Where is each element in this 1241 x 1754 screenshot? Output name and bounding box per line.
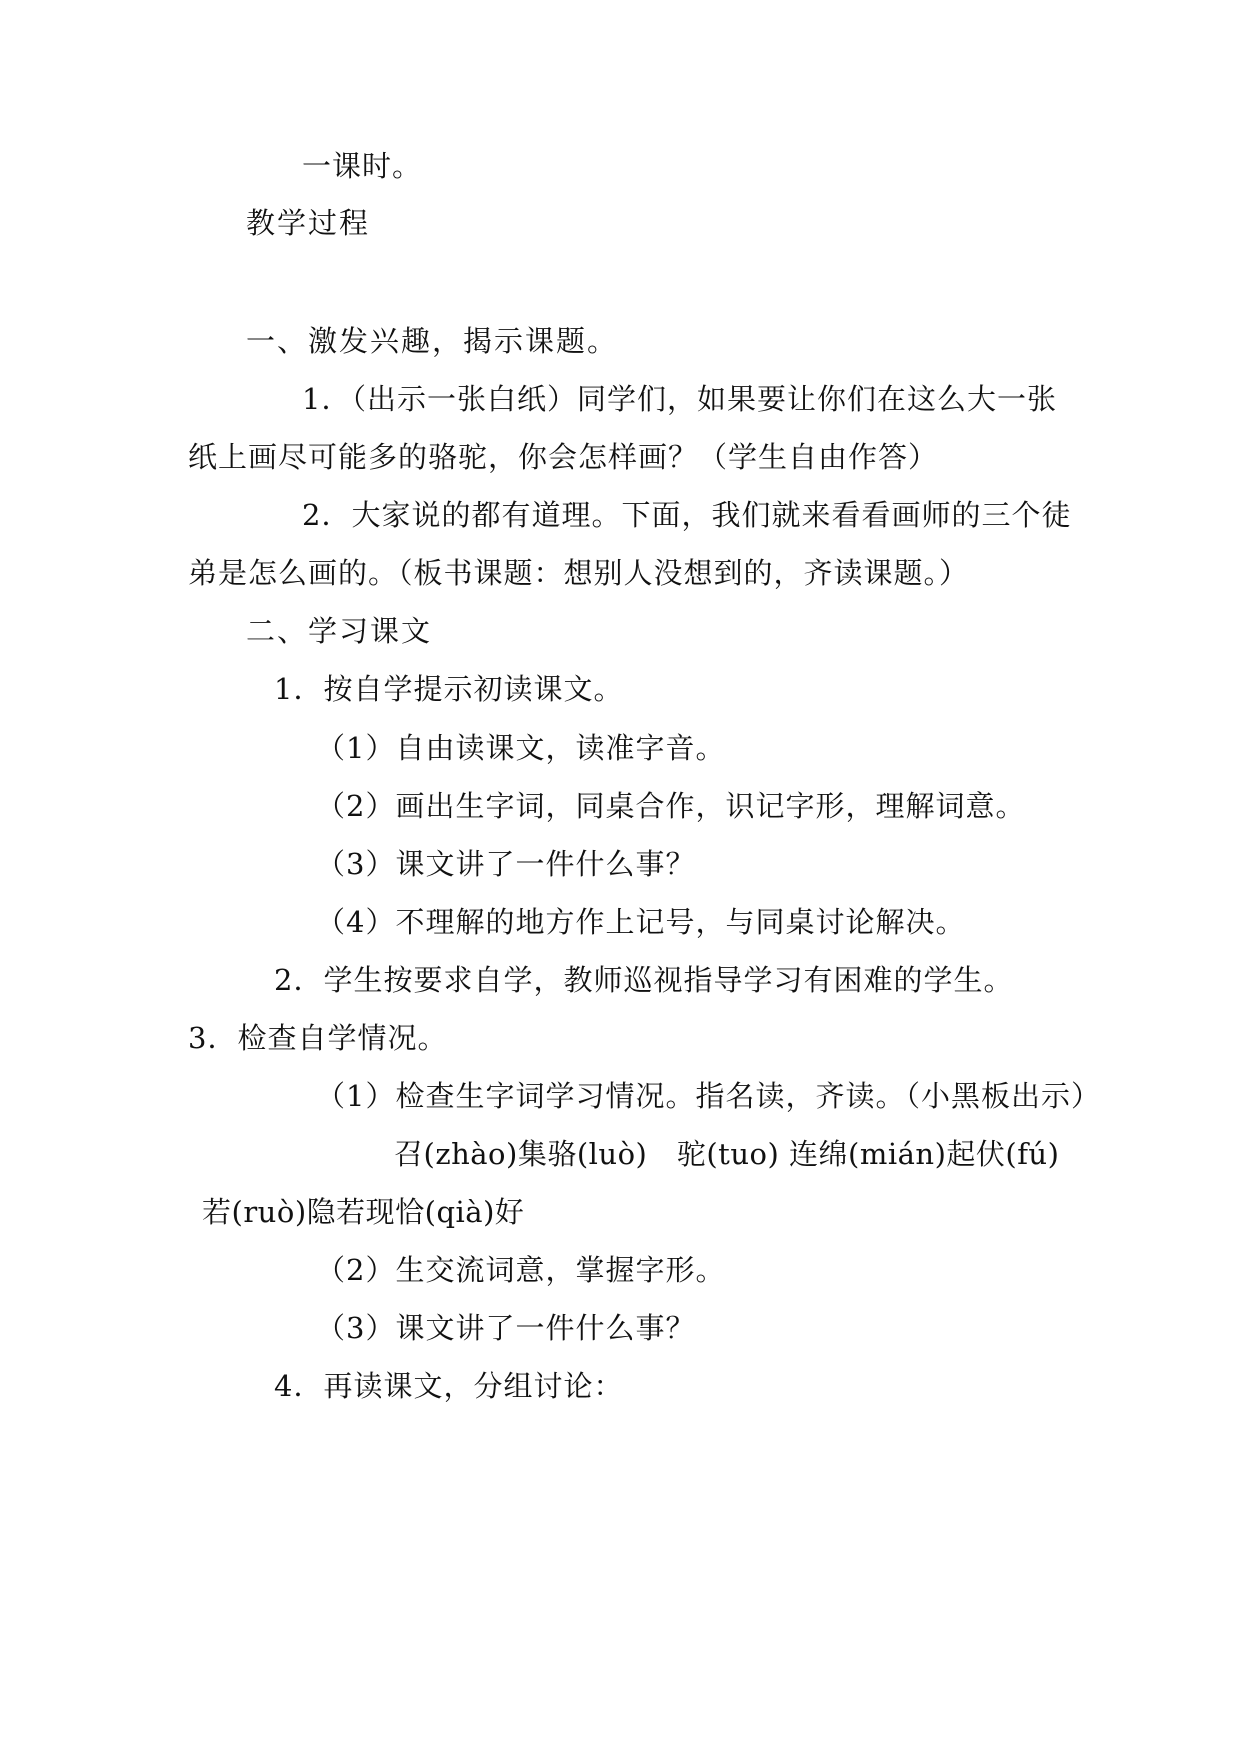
sub-item-1-1: （1）自由读课文，读准字音。 (316, 731, 726, 765)
pinyin-vocabulary-line-1: 召(zhào)集骆(luò) 驼(tuo) 连绵(mián)起伏(fú) (394, 1137, 1060, 1171)
sub-item-3-3: （3）课文讲了一件什么事？ (316, 1311, 696, 1345)
section-heading-part-one: 一、激发兴趣，揭示课题。 (246, 324, 619, 358)
paragraph-1-line-2: 纸上画尽可能多的骆驼，你会怎样画？（学生自由作答） (188, 440, 939, 474)
list-item-4: 4．再读课文，分组讨论： (274, 1369, 624, 1403)
paragraph-2-line-2: 弟是怎么画的。（板书课题：想别人没想到的，齐读课题。） (188, 556, 970, 590)
section-heading-teaching-process: 教学过程 (246, 206, 371, 240)
sub-item-1-3: （3）课文讲了一件什么事？ (316, 847, 696, 881)
sub-item-3-2: （2）生交流词意，掌握字形。 (316, 1253, 726, 1287)
sub-item-1-2: （2）画出生字词，同桌合作，识记字形，理解词意。 (316, 789, 1026, 823)
sub-item-3-1: （1）检查生字词学习情况。指名读，齐读。（小黑板出示） (316, 1079, 1101, 1113)
list-item-3: 3．检查自学情况。 (188, 1021, 448, 1055)
section-heading-part-two: 二、学习课文 (246, 614, 433, 648)
paragraph-1-line-1: 1．（出示一张白纸）同学们，如果要让你们在这么大一张 (302, 382, 1057, 416)
list-item-1: 1．按自学提示初读课文。 (274, 672, 624, 706)
list-item-2: 2．学生按要求自学，教师巡视指导学习有困难的学生。 (274, 963, 1014, 997)
pinyin-vocabulary-line-2: 若(ruò)隐若现恰(qià)好 (202, 1195, 525, 1229)
sub-item-1-4: （4）不理解的地方作上记号，与同桌讨论解决。 (316, 905, 966, 939)
paragraph-2-line-1: 2．大家说的都有道理。下面，我们就来看看画师的三个徒 (302, 498, 1072, 532)
text-line-lesson-time: 一课时。 (302, 149, 423, 183)
